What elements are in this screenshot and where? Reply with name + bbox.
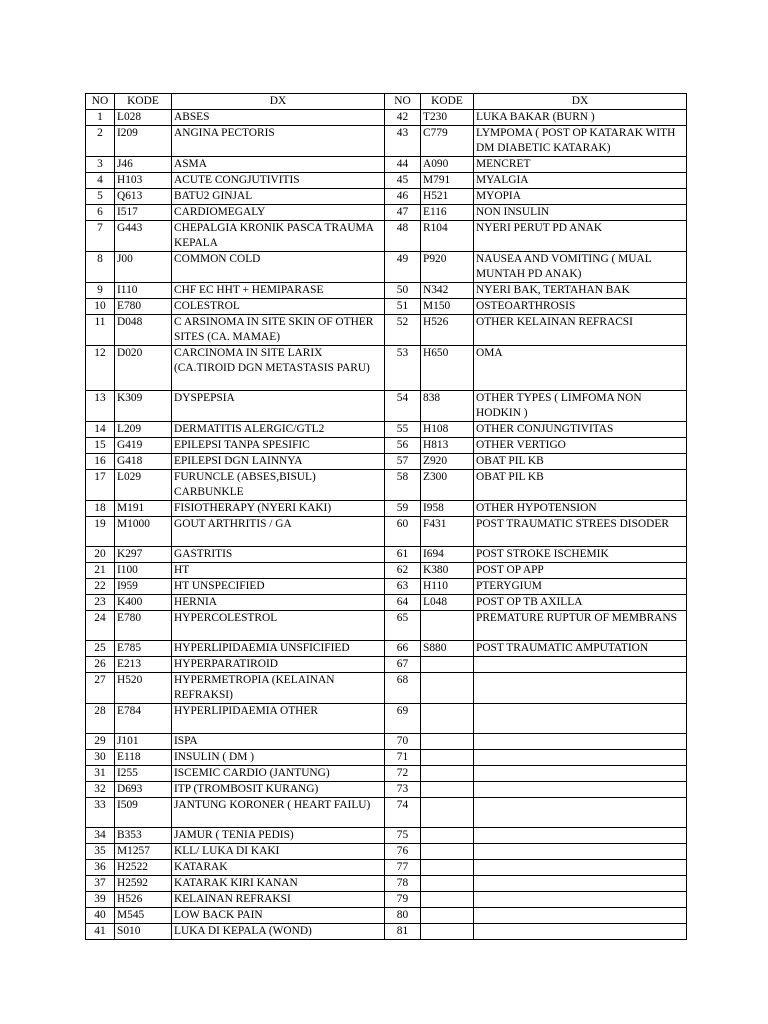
row-diagnosis-cell-right: OTHER CONJUNGTIVITAS (474, 422, 687, 438)
row-code-cell: H103 (115, 173, 172, 189)
row-diagnosis-cell-right: PREMATURE RUPTUR OF MEMBRANS (474, 611, 687, 641)
table-row (86, 252, 687, 283)
table-body (86, 110, 687, 940)
table-row (86, 454, 687, 470)
row-diagnosis-cell-right (474, 734, 687, 750)
row-diagnosis-cell: ISPA (172, 734, 385, 750)
row-diagnosis-cell: ANGINA PECTORIS (172, 126, 385, 157)
row-diagnosis-cell-right (474, 798, 687, 828)
row-diagnosis-cell-right (474, 892, 687, 908)
row-number-cell: 10 (86, 299, 115, 315)
row-number-cell-right: 69 (385, 704, 421, 734)
row-number-cell: 21 (86, 563, 115, 579)
row-diagnosis-cell: CHEPALGIA KRONIK PASCA TRAUMA KEPALA (172, 221, 385, 252)
row-code-cell-right (421, 908, 474, 924)
row-code-cell-right: H521 (421, 189, 474, 205)
table-row (86, 892, 687, 908)
row-diagnosis-cell-right (474, 876, 687, 892)
row-number-cell-right: 47 (385, 205, 421, 221)
row-code-cell-right: N342 (421, 283, 474, 299)
row-code-cell: I110 (115, 283, 172, 299)
row-number-cell-right: 57 (385, 454, 421, 470)
row-code-cell-right: H813 (421, 438, 474, 454)
row-number-cell-right: 71 (385, 750, 421, 766)
row-diagnosis-cell-right: OBAT PIL KB (474, 470, 687, 501)
row-diagnosis-cell-right: MYALGIA (474, 173, 687, 189)
row-code-cell: E118 (115, 750, 172, 766)
row-number-cell: 8 (86, 252, 115, 283)
row-code-cell-right: H650 (421, 346, 474, 391)
table-row (86, 205, 687, 221)
row-number-cell-right: 65 (385, 611, 421, 641)
row-number-cell: 3 (86, 157, 115, 173)
row-diagnosis-cell: GOUT ARTHRITIS / GA (172, 517, 385, 547)
row-number-cell: 23 (86, 595, 115, 611)
row-number-cell-right: 78 (385, 876, 421, 892)
row-diagnosis-cell: ISCEMIC CARDIO (JANTUNG) (172, 766, 385, 782)
row-number-cell: 6 (86, 205, 115, 221)
row-number-cell-right: 54 (385, 391, 421, 422)
row-number-cell-right: 50 (385, 283, 421, 299)
row-number-cell-right: 76 (385, 844, 421, 860)
row-number-cell-right: 56 (385, 438, 421, 454)
table-row (86, 844, 687, 860)
row-diagnosis-cell-right (474, 860, 687, 876)
row-number-cell-right: 63 (385, 579, 421, 595)
row-code-cell-right (421, 611, 474, 641)
row-diagnosis-cell: CHF EC HHT + HEMIPARASE (172, 283, 385, 299)
row-diagnosis-cell-right: OBAT PIL KB (474, 454, 687, 470)
row-diagnosis-cell-right: OTHER VERTIGO (474, 438, 687, 454)
header-dx-2: DX (474, 94, 687, 110)
row-diagnosis-cell-right: OMA (474, 346, 687, 391)
table-row (86, 641, 687, 657)
row-diagnosis-cell-right: NON INSULIN (474, 205, 687, 221)
table-row (86, 563, 687, 579)
row-number-cell: 24 (86, 611, 115, 641)
row-code-cell-right: H526 (421, 315, 474, 346)
row-code-cell-right (421, 876, 474, 892)
row-diagnosis-cell-right: NYERI BAK, TERTAHAN BAK (474, 283, 687, 299)
row-diagnosis-cell-right: OSTEOARTHROSIS (474, 299, 687, 315)
row-number-cell-right: 79 (385, 892, 421, 908)
row-code-cell: I209 (115, 126, 172, 157)
table-row (86, 734, 687, 750)
row-diagnosis-cell: C ARSINOMA IN SITE SKIN OF OTHER SITES (CA. MAMAE) (172, 315, 385, 346)
row-diagnosis-cell: LOW BACK PAIN (172, 908, 385, 924)
row-code-cell-right: H110 (421, 579, 474, 595)
row-code-cell: S010 (115, 924, 172, 940)
row-diagnosis-cell: KLL/ LUKA DI KAKI (172, 844, 385, 860)
row-code-cell-right: F431 (421, 517, 474, 547)
row-diagnosis-cell: CARCINOMA IN SITE LARIX (CA.TIROID DGN METASTASIS PARU) (172, 346, 385, 391)
row-code-cell: E780 (115, 611, 172, 641)
row-diagnosis-cell: COLESTROL (172, 299, 385, 315)
table-row (86, 110, 687, 126)
row-number-cell-right: 68 (385, 673, 421, 704)
table-row (86, 908, 687, 924)
row-number-cell-right: 58 (385, 470, 421, 501)
row-code-cell-right (421, 798, 474, 828)
row-number-cell: 33 (86, 798, 115, 828)
row-number-cell: 32 (86, 782, 115, 798)
row-number-cell: 41 (86, 924, 115, 940)
table-row (86, 766, 687, 782)
row-code-cell: L028 (115, 110, 172, 126)
row-diagnosis-cell: ABSES (172, 110, 385, 126)
row-number-cell-right: 72 (385, 766, 421, 782)
row-code-cell: B353 (115, 828, 172, 844)
row-diagnosis-cell-right: MENCRET (474, 157, 687, 173)
row-code-cell-right (421, 657, 474, 673)
row-diagnosis-cell: INSULIN ( DM ) (172, 750, 385, 766)
row-number-cell: 36 (86, 860, 115, 876)
table-row (86, 422, 687, 438)
row-diagnosis-cell-right (474, 750, 687, 766)
row-diagnosis-cell: JANTUNG KORONER ( HEART FAILU) (172, 798, 385, 828)
row-diagnosis-cell-right (474, 844, 687, 860)
row-number-cell-right: 53 (385, 346, 421, 391)
row-code-cell: D693 (115, 782, 172, 798)
table-row (86, 924, 687, 940)
row-code-cell: J00 (115, 252, 172, 283)
row-code-cell-right (421, 673, 474, 704)
row-diagnosis-cell: EPILEPSI TANPA SPESIFIC (172, 438, 385, 454)
row-number-cell-right: 42 (385, 110, 421, 126)
row-diagnosis-cell-right (474, 908, 687, 924)
table-row (86, 501, 687, 517)
row-code-cell: D048 (115, 315, 172, 346)
row-number-cell-right: 45 (385, 173, 421, 189)
row-diagnosis-cell-right: MYOPIA (474, 189, 687, 205)
table-row (86, 157, 687, 173)
row-diagnosis-cell-right (474, 704, 687, 734)
row-number-cell-right: 77 (385, 860, 421, 876)
row-diagnosis-cell: HYPERPARATIROID (172, 657, 385, 673)
row-number-cell: 17 (86, 470, 115, 501)
row-code-cell: E780 (115, 299, 172, 315)
row-number-cell: 29 (86, 734, 115, 750)
row-code-cell: K400 (115, 595, 172, 611)
row-code-cell: G443 (115, 221, 172, 252)
row-number-cell: 12 (86, 346, 115, 391)
row-diagnosis-cell: GASTRITIS (172, 547, 385, 563)
row-number-cell: 14 (86, 422, 115, 438)
row-diagnosis-cell-right: POST TRAUMATIC AMPUTATION (474, 641, 687, 657)
row-code-cell-right: T230 (421, 110, 474, 126)
row-number-cell: 28 (86, 704, 115, 734)
row-diagnosis-cell-right (474, 782, 687, 798)
row-diagnosis-cell-right: NYERI PERUT PD ANAK (474, 221, 687, 252)
row-code-cell: H2592 (115, 876, 172, 892)
row-number-cell: 31 (86, 766, 115, 782)
row-number-cell: 20 (86, 547, 115, 563)
row-number-cell: 26 (86, 657, 115, 673)
row-diagnosis-cell: HYPERCOLESTROL (172, 611, 385, 641)
row-diagnosis-cell: EPILEPSI DGN LAINNYA (172, 454, 385, 470)
row-code-cell-right: L048 (421, 595, 474, 611)
table-row (86, 315, 687, 346)
row-diagnosis-cell-right (474, 924, 687, 940)
table-row (86, 704, 687, 734)
row-code-cell: G418 (115, 454, 172, 470)
row-diagnosis-cell: CARDIOMEGALY (172, 205, 385, 221)
table-row (86, 438, 687, 454)
row-number-cell-right: 80 (385, 908, 421, 924)
table-row (86, 189, 687, 205)
row-code-cell-right: P920 (421, 252, 474, 283)
row-diagnosis-cell-right: LYMPOMA ( POST OP KATARAK WITH DM DIABETIC KATARAK) (474, 126, 687, 157)
table-row (86, 299, 687, 315)
row-number-cell-right: 73 (385, 782, 421, 798)
header-dx: DX (172, 94, 385, 110)
row-code-cell: I517 (115, 205, 172, 221)
row-number-cell-right: 44 (385, 157, 421, 173)
row-number-cell: 40 (86, 908, 115, 924)
row-code-cell-right: Z300 (421, 470, 474, 501)
table-row (86, 876, 687, 892)
row-code-cell: E213 (115, 657, 172, 673)
row-number-cell-right: 48 (385, 221, 421, 252)
row-code-cell: H520 (115, 673, 172, 704)
row-code-cell-right: A090 (421, 157, 474, 173)
table-row (86, 579, 687, 595)
table-row (86, 221, 687, 252)
row-diagnosis-cell-right: NAUSEA AND VOMITING ( MUAL MUNTAH PD ANAK) (474, 252, 687, 283)
row-code-cell: M545 (115, 908, 172, 924)
row-diagnosis-cell-right (474, 766, 687, 782)
row-diagnosis-cell-right: POST OP APP (474, 563, 687, 579)
row-code-cell: D020 (115, 346, 172, 391)
row-code-cell-right (421, 734, 474, 750)
row-number-cell: 4 (86, 173, 115, 189)
table-row (86, 126, 687, 157)
table-row (86, 595, 687, 611)
row-code-cell: G419 (115, 438, 172, 454)
row-number-cell-right: 49 (385, 252, 421, 283)
row-code-cell: H2522 (115, 860, 172, 876)
row-code-cell-right (421, 828, 474, 844)
row-diagnosis-cell: HYPERMETROPIA (KELAINAN REFRAKSI) (172, 673, 385, 704)
table-row (86, 750, 687, 766)
row-code-cell: M1000 (115, 517, 172, 547)
row-diagnosis-cell-right: POST STROKE ISCHEMIK (474, 547, 687, 563)
row-diagnosis-cell-right (474, 673, 687, 704)
table-row (86, 860, 687, 876)
row-number-cell-right: 60 (385, 517, 421, 547)
row-code-cell-right: I694 (421, 547, 474, 563)
row-number-cell-right: 43 (385, 126, 421, 157)
header-no: NO (86, 94, 115, 110)
row-diagnosis-cell: KATARAK KIRI KANAN (172, 876, 385, 892)
row-code-cell-right: M791 (421, 173, 474, 189)
row-code-cell: Q613 (115, 189, 172, 205)
row-code-cell: I509 (115, 798, 172, 828)
row-number-cell: 18 (86, 501, 115, 517)
row-code-cell-right: C779 (421, 126, 474, 157)
row-number-cell: 19 (86, 517, 115, 547)
header-kode: KODE (115, 94, 172, 110)
row-number-cell: 15 (86, 438, 115, 454)
row-diagnosis-cell-right: OTHER KELAINAN REFRACSI (474, 315, 687, 346)
row-number-cell: 2 (86, 126, 115, 157)
row-code-cell-right (421, 924, 474, 940)
row-number-cell: 1 (86, 110, 115, 126)
row-diagnosis-cell: HYPERLIPIDAEMIA OTHER (172, 704, 385, 734)
header-no-2: NO (385, 94, 421, 110)
table-row (86, 798, 687, 828)
row-code-cell-right: I958 (421, 501, 474, 517)
row-number-cell: 27 (86, 673, 115, 704)
diagnosis-code-table (85, 93, 687, 940)
table-row (86, 828, 687, 844)
row-number-cell: 37 (86, 876, 115, 892)
row-code-cell-right: R104 (421, 221, 474, 252)
row-diagnosis-cell: ITP (TROMBOSIT KURANG) (172, 782, 385, 798)
row-code-cell: L029 (115, 470, 172, 501)
table-row (86, 611, 687, 641)
row-code-cell: E785 (115, 641, 172, 657)
row-code-cell: H526 (115, 892, 172, 908)
row-code-cell-right: H108 (421, 422, 474, 438)
table-row (86, 517, 687, 547)
row-code-cell-right (421, 782, 474, 798)
row-diagnosis-cell: BATU2 GINJAL (172, 189, 385, 205)
row-number-cell-right: 61 (385, 547, 421, 563)
row-code-cell: E784 (115, 704, 172, 734)
row-number-cell-right: 55 (385, 422, 421, 438)
row-diagnosis-cell-right: OTHER HYPOTENSION (474, 501, 687, 517)
row-number-cell: 30 (86, 750, 115, 766)
row-code-cell: J46 (115, 157, 172, 173)
row-number-cell-right: 46 (385, 189, 421, 205)
row-number-cell: 25 (86, 641, 115, 657)
table-row (86, 391, 687, 422)
row-number-cell-right: 51 (385, 299, 421, 315)
row-number-cell-right: 64 (385, 595, 421, 611)
row-diagnosis-cell: FISIOTHERAPY (NYERI KAKI) (172, 501, 385, 517)
table-row (86, 470, 687, 501)
table-row (86, 283, 687, 299)
row-code-cell-right (421, 766, 474, 782)
row-number-cell-right: 59 (385, 501, 421, 517)
row-code-cell-right (421, 844, 474, 860)
row-number-cell: 9 (86, 283, 115, 299)
row-code-cell: I959 (115, 579, 172, 595)
row-code-cell: L209 (115, 422, 172, 438)
row-number-cell: 34 (86, 828, 115, 844)
row-code-cell: K309 (115, 391, 172, 422)
row-diagnosis-cell-right: PTERYGIUM (474, 579, 687, 595)
row-code-cell-right (421, 750, 474, 766)
row-diagnosis-cell: HT (172, 563, 385, 579)
row-diagnosis-cell: KATARAK (172, 860, 385, 876)
row-code-cell-right: E116 (421, 205, 474, 221)
row-number-cell-right: 81 (385, 924, 421, 940)
row-diagnosis-cell: LUKA DI KEPALA (WOND) (172, 924, 385, 940)
table-row (86, 673, 687, 704)
row-code-cell: K297 (115, 547, 172, 563)
row-diagnosis-cell: HYPERLIPIDAEMIA UNSFICIFIED (172, 641, 385, 657)
row-code-cell-right (421, 860, 474, 876)
row-code-cell-right: 838 (421, 391, 474, 422)
row-number-cell: 7 (86, 221, 115, 252)
row-code-cell: I255 (115, 766, 172, 782)
row-diagnosis-cell: DYSPEPSIA (172, 391, 385, 422)
row-code-cell-right: Z920 (421, 454, 474, 470)
row-diagnosis-cell-right: LUKA BAKAR (BURN ) (474, 110, 687, 126)
row-diagnosis-cell: JAMUR ( TENIA PEDIS) (172, 828, 385, 844)
row-number-cell: 22 (86, 579, 115, 595)
row-number-cell-right: 75 (385, 828, 421, 844)
row-diagnosis-cell: FURUNCLE (ABSES,BISUL) CARBUNKLE (172, 470, 385, 501)
row-number-cell: 11 (86, 315, 115, 346)
row-diagnosis-cell: COMMON COLD (172, 252, 385, 283)
table-header-row (86, 94, 687, 110)
row-diagnosis-cell-right (474, 657, 687, 673)
row-code-cell: M1257 (115, 844, 172, 860)
row-number-cell-right: 67 (385, 657, 421, 673)
row-code-cell: I100 (115, 563, 172, 579)
table-row (86, 346, 687, 391)
row-diagnosis-cell: ACUTE CONGJUTIVITIS (172, 173, 385, 189)
row-code-cell: M191 (115, 501, 172, 517)
row-code-cell-right: M150 (421, 299, 474, 315)
row-diagnosis-cell-right: POST OP TB AXILLA (474, 595, 687, 611)
header-kode-2: KODE (421, 94, 474, 110)
row-diagnosis-cell-right: POST TRAUMATIC STREES DISODER (474, 517, 687, 547)
row-number-cell: 35 (86, 844, 115, 860)
table-row (86, 782, 687, 798)
row-number-cell-right: 74 (385, 798, 421, 828)
row-diagnosis-cell: ASMA (172, 157, 385, 173)
row-number-cell: 5 (86, 189, 115, 205)
row-number-cell-right: 66 (385, 641, 421, 657)
row-code-cell: J101 (115, 734, 172, 750)
row-diagnosis-cell: HT UNSPECIFIED (172, 579, 385, 595)
row-code-cell-right: K380 (421, 563, 474, 579)
row-number-cell: 16 (86, 454, 115, 470)
row-diagnosis-cell-right: OTHER TYPES ( LIMFOMA NON HODKIN ) (474, 391, 687, 422)
table-row (86, 547, 687, 563)
row-diagnosis-cell-right (474, 828, 687, 844)
row-diagnosis-cell: HERNIA (172, 595, 385, 611)
table-row (86, 657, 687, 673)
row-diagnosis-cell: DERMATITIS ALERGIC/GTL2 (172, 422, 385, 438)
row-number-cell-right: 62 (385, 563, 421, 579)
row-code-cell-right (421, 704, 474, 734)
row-code-cell-right (421, 892, 474, 908)
table-row (86, 173, 687, 189)
row-code-cell-right: S880 (421, 641, 474, 657)
row-number-cell-right: 70 (385, 734, 421, 750)
row-diagnosis-cell: KELAINAN REFRAKSI (172, 892, 385, 908)
row-number-cell: 39 (86, 892, 115, 908)
row-number-cell-right: 52 (385, 315, 421, 346)
row-number-cell: 13 (86, 391, 115, 422)
